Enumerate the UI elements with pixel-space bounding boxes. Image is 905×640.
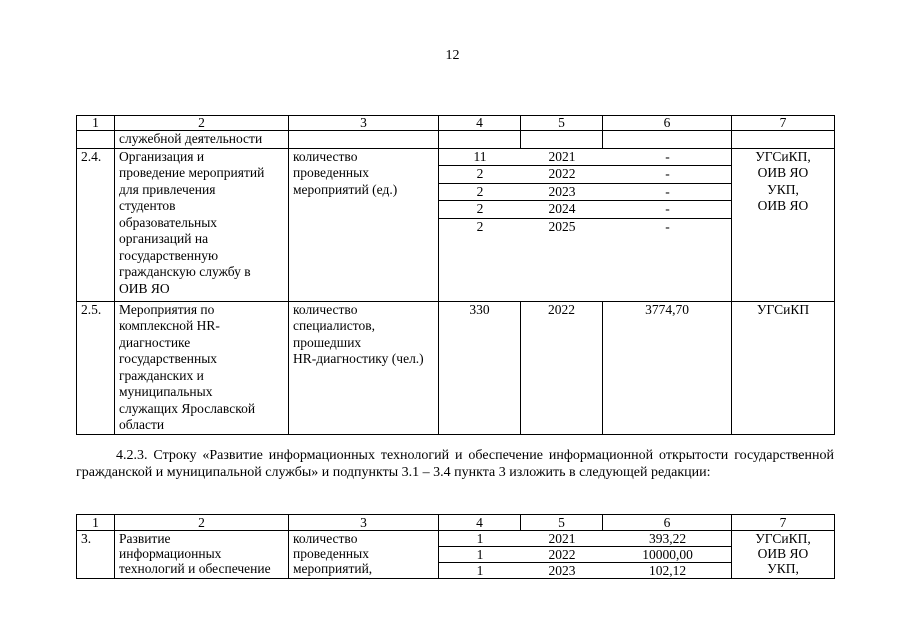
header-cell: 6 — [603, 515, 732, 531]
header-cell: 4 — [439, 116, 521, 131]
row-number: 2.5. — [77, 301, 115, 434]
header-cell: 7 — [732, 116, 835, 131]
cost: 3774,70 — [603, 301, 732, 434]
indicator: количество проведенных мероприятий, — [289, 531, 439, 579]
executor-b: УКП, — [767, 561, 799, 576]
header-cell: 5 — [521, 515, 603, 531]
sub-row — [439, 201, 732, 219]
sub-row — [439, 183, 732, 201]
indicator: количество проведенных мероприятий (ед.) — [289, 148, 439, 301]
header-cell: 3 — [289, 515, 439, 531]
header-cell: 2 — [115, 515, 289, 531]
amendment-paragraph — [76, 447, 834, 481]
year: 2023 — [521, 183, 603, 201]
year: 2021 — [521, 531, 603, 547]
sub-row — [439, 218, 732, 301]
cost: - — [603, 149, 732, 166]
sub-row — [439, 531, 732, 547]
executors — [732, 148, 835, 301]
table-header-row — [77, 116, 835, 131]
table-row — [77, 531, 835, 579]
header-cell: 3 — [289, 116, 439, 131]
qty: 11 — [439, 149, 521, 166]
table-row — [77, 301, 835, 434]
sub-row — [439, 563, 732, 579]
year: 2022 — [521, 166, 603, 184]
qty: 2 — [439, 183, 521, 201]
cost: - — [603, 201, 732, 219]
cost: 10000,00 — [603, 547, 732, 563]
header-cell: 7 — [732, 515, 835, 531]
qty: 2 — [439, 201, 521, 219]
event-name: Мероприятия по комплексной HR- диагностике государственных гражданских и муниципальных служащих Ярославской области — [115, 301, 289, 434]
header-cell: 6 — [603, 116, 732, 131]
year: 2025 — [521, 218, 603, 301]
header-cell: 5 — [521, 116, 603, 131]
year: 2022 — [521, 301, 603, 434]
table-row — [77, 148, 835, 301]
indicator: количество специалистов, прошедших HR-диагностику (чел.) — [289, 301, 439, 434]
qty: 330 — [439, 301, 521, 434]
program-table-1 — [76, 115, 835, 435]
header-cell: 1 — [77, 116, 115, 131]
table-header-row — [77, 515, 835, 531]
year: 2023 — [521, 563, 603, 579]
event-name: Организация и проведение мероприятий для привлечения студентов образовательных организаций на государственную гражданскую службу в ОИВ ЯО — [115, 148, 289, 301]
page-number: 12 — [445, 48, 460, 63]
row-number: 2.4. — [77, 148, 115, 301]
continuation-row — [77, 131, 835, 149]
paragraph-text: 4.2.3. Строку «Развитие информационных технологий и обеспечение информационной открытости государственной гражданской и муниципальной службы» и подпункты 3.1 – 3.4 пункта 3 изложить в следующей редакции: — [76, 448, 834, 480]
qty: 1 — [439, 547, 521, 563]
event-name: Развитие информационных технологий и обеспечение — [115, 531, 289, 579]
header-cell: 4 — [439, 515, 521, 531]
executor: УГСиКП — [732, 301, 835, 434]
sub-row — [439, 149, 732, 166]
continuation-text: служебной деятельности — [115, 131, 289, 149]
year: 2021 — [521, 149, 603, 166]
executors — [732, 531, 835, 579]
cost: 102,12 — [603, 563, 732, 579]
cost: 393,22 — [603, 531, 732, 547]
sub-row — [439, 166, 732, 184]
cost: - — [603, 218, 732, 301]
qty: 2 — [439, 218, 521, 301]
cost: - — [603, 166, 732, 184]
qty: 1 — [439, 531, 521, 547]
cost: - — [603, 183, 732, 201]
executor-a: УГСиКП, ОИВ ЯО — [755, 531, 811, 561]
program-table-2 — [76, 514, 835, 579]
row-number: 3. — [77, 531, 115, 579]
executor-b: УКП, ОИВ ЯО — [757, 181, 809, 213]
year: 2022 — [521, 547, 603, 563]
header-cell: 2 — [115, 116, 289, 131]
year: 2024 — [521, 201, 603, 219]
header-cell: 1 — [77, 515, 115, 531]
qty: 2 — [439, 166, 521, 184]
qty: 1 — [439, 563, 521, 579]
sub-row — [439, 547, 732, 563]
executor-a: УГСиКП, ОИВ ЯО — [755, 148, 811, 180]
